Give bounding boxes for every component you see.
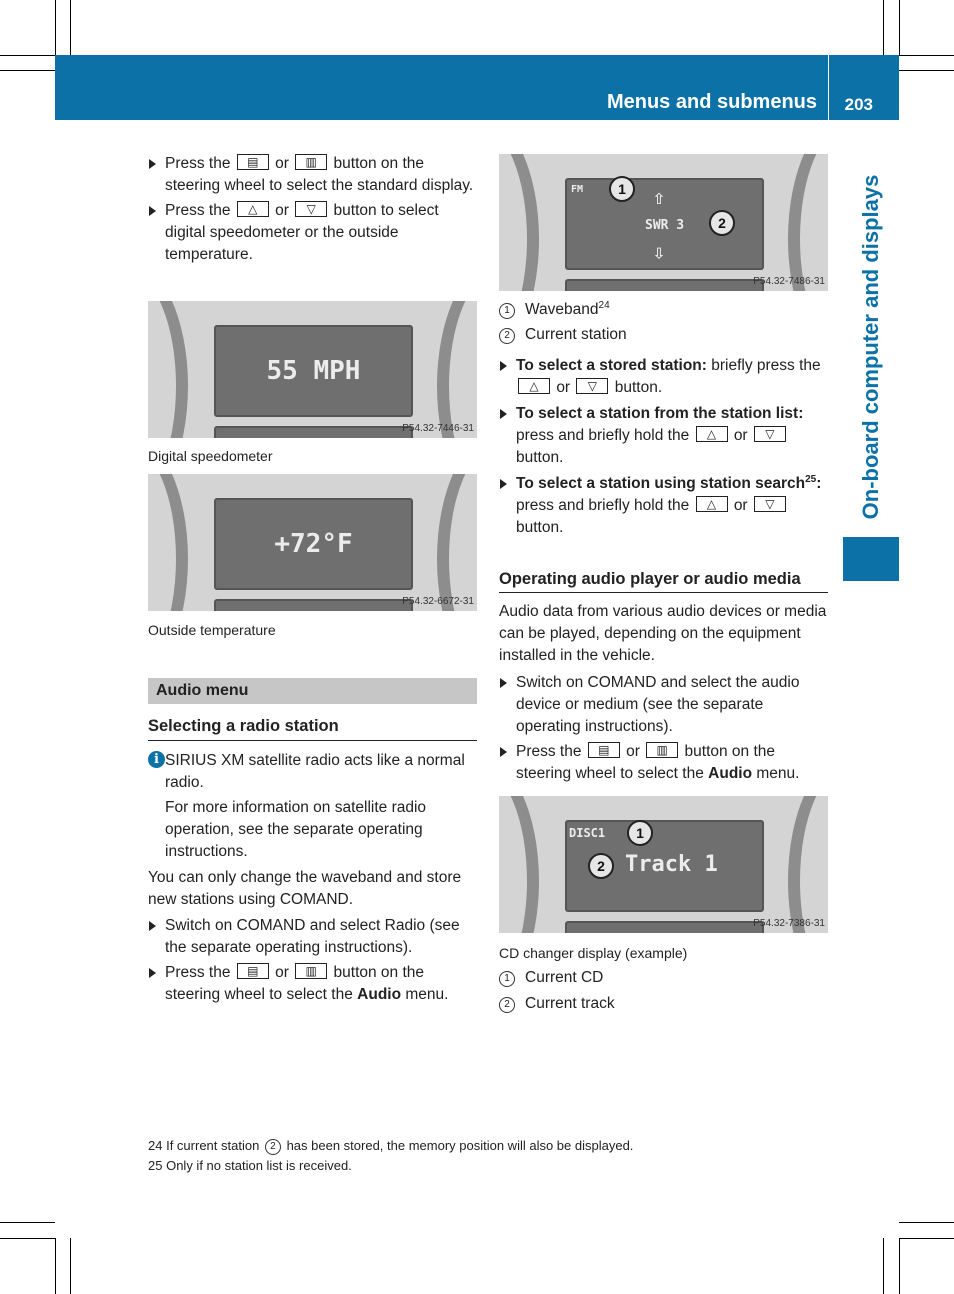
gauge-bezel [499,796,539,933]
up-arrow-icon: ⇧ [653,185,666,209]
instruction-step: Press the ▤ or ▥ button on the steering wheel to select the Audio menu. [499,741,829,785]
crop-mark [899,0,900,55]
crop-mark [883,0,884,55]
crop-mark [0,70,55,71]
crop-mark [0,1222,55,1223]
left-column-lower [148,750,478,1009]
side-tab-label: On-board computer and displays [858,174,883,520]
instruction-step: Press the △ or ▽ button to select digital speedometer or the outside temperature. [148,200,478,266]
legend-item: 1 Waveband$^{24}$ [499,299,829,321]
down-button-icon [295,201,327,217]
gauge-bezel [499,154,539,291]
up-button-icon [518,378,550,394]
menu-button-left-icon [237,963,269,979]
instruction-step: Press the ▤ or ▥ button on the steering wheel to select the standard display. [148,153,478,197]
page-number: 203 [844,95,873,114]
menu-button-right-icon [646,742,678,758]
lcd-bottom-bar [214,426,413,438]
callout-1: 1 [627,820,653,846]
lcd-screen: FM ⇧ SWR 3 ⇩ [565,178,764,270]
lcd-bottom-bar [214,599,413,611]
crop-mark [899,70,954,71]
instruction-step: To select a stored station: briefly press the △ or ▽ button. [499,355,829,399]
legend-item: 1 Current CD [499,967,829,989]
lcd-screen: DISC1 Track 1 [565,820,764,912]
crop-mark [0,1238,55,1239]
instruction-step: Switch on COMAND and select the audio device or medium (see the separate operating instructions). [499,672,829,738]
legend-item: 2 Current station [499,324,829,346]
callout-2: 2 [709,210,735,236]
crop-mark [70,1238,71,1294]
instruction-step: Switch on COMAND and select Radio (see the separate operating instructions). [148,915,478,959]
temperature-display-image: +72°F P54.32-6672-31 [148,474,477,611]
up-button-icon [696,496,728,512]
instruction-step: To select a station using station search$^{25}$: press and briefly hold the △ or ▽ button. [499,473,829,539]
down-button-icon [754,426,786,442]
section-title: Menus and submenus [606,91,817,113]
footnote-24: 24 If current station 2 has been stored, the memory position will also be displayed. [148,1138,634,1153]
lcd-screen: +72°F [214,498,413,590]
menu-button-right-icon [295,154,327,170]
lcd-screen: 55 MPH [214,325,413,417]
menu-button-right-icon [295,963,327,979]
footnote-25: 25 Only if no station list is received. [148,1158,352,1173]
instruction-step: Press the ▤ or ▥ button on the steering wheel to select the Audio menu. [148,962,478,1006]
crop-mark [883,1238,884,1294]
image-caption: CD changer display (example) [499,945,688,961]
section-heading: Audio menu [156,682,249,699]
callout-2: 2 [588,853,614,879]
crop-mark [899,55,954,56]
header-divider [828,55,829,120]
lcd-bottom-bar [565,921,764,933]
crop-mark [0,55,55,56]
crop-mark [55,1238,56,1294]
left-column [148,153,478,269]
page-header [55,55,899,120]
right-column-lower [499,601,829,788]
crop-mark [55,0,56,55]
crop-mark [899,1238,954,1239]
subheading: Selecting a radio station [148,717,477,741]
gauge-bezel [148,474,188,611]
image-caption: Digital speedometer [148,448,273,464]
right-column [499,299,829,542]
info-icon: i [148,751,165,768]
lcd-bottom-bar [565,279,764,291]
speedometer-display-image: 55 MPH P54.32-7446-31 [148,301,477,438]
down-button-icon [576,378,608,394]
up-button-icon [237,201,269,217]
radio-display-image: FM ⇧ SWR 3 ⇩ 1 2 P54.32-7486-31 [499,154,828,291]
cd-changer-display-image: DISC1 Track 1 1 2 P54.32-7386-31 [499,796,828,933]
subheading: Operating audio player or audio media [499,570,828,593]
crop-mark [899,1222,954,1223]
crop-mark [70,0,71,55]
gauge-bezel [148,301,188,438]
menu-button-left-icon [588,742,620,758]
down-button-icon [754,496,786,512]
gauge-bezel [788,796,828,933]
down-arrow-icon: ⇩ [653,240,666,264]
callout-1: 1 [609,176,635,202]
paragraph: You can only change the waveband and store new stations using COMAND. [148,869,462,908]
gauge-bezel [437,301,477,438]
gauge-bezel [788,154,828,291]
side-tab-marker [843,537,899,581]
gauge-bezel [437,474,477,611]
right-column-legend [499,942,829,1018]
paragraph: Audio data from various audio devices or media can be played, depending on the equipment installed in the vehicle. [499,603,827,664]
legend-item: 2 Current track [499,993,829,1015]
info-note: i SIRIUS XM satellite radio acts like a normal radio. For more information on satellite radio operation, see the separate operating instructions. [148,750,478,863]
crop-mark [899,1238,900,1294]
up-button-icon [696,426,728,442]
image-caption: Outside temperature [148,622,276,638]
section-heading-band [148,678,477,704]
menu-button-left-icon [237,154,269,170]
instruction-step: To select a station from the station list: press and briefly hold the △ or ▽ button. [499,403,829,469]
